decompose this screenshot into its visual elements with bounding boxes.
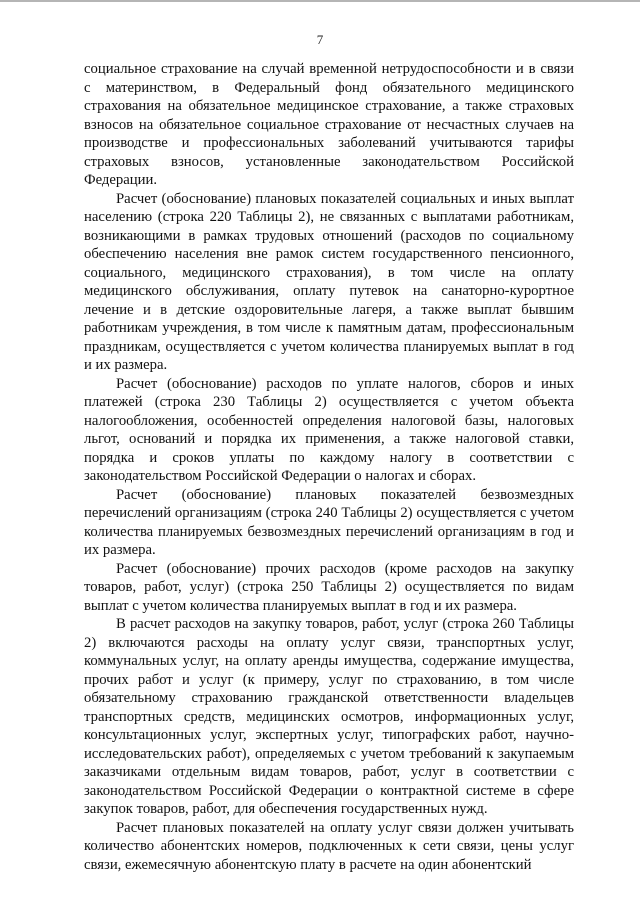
paragraph-other-expenses: Расчет (обоснование) прочих расходов (кроме расходов на закупку товаров, работ, услуг) (строка 250 Таблицы 2) осуществляется по видам выплат с учетом количества планируемых выплат в год и их размера. (84, 560, 574, 614)
body-text (84, 60, 574, 874)
page-number: 7 (316, 32, 324, 47)
paragraph-procurement: В расчет расходов на закупку товаров, работ, услуг (строка 260 Таблицы 2) включаются расходы на оплату услуг связи, транспортных услуг, коммунальных услуг, на оплату аренды имущества, содержание имущества, прочих работ и услуг (к примеру, услуг по страхованию, в том числе обязательному страхованию гражданской ответственности владельцев транспортных средств, медицинских осмотров, информационных услуг, консультационных услуг, экспертных услуг, типографских работ, научно-исследовательских работ), определяемых с учетом требований к закупаемым заказчиками отдельным видам товаров, работ, услуг в соответствии с законодательством Российской Федерации о контрактной системе в сфере закупок товаров, работ, для обеспечения государственных нужд. (84, 616, 574, 817)
paragraph-social-payments: Расчет (обоснование) плановых показателей социальных и иных выплат населению (строка 220 Таблицы 2), не связанных с выплатами работникам, возникающими в рамках трудовых отношений (расходов по социальному обеспечению населения вне рамок систем государственного пенсионного, социального, медицинского страхования), в том числе на оплату медицинского обслуживания, оплату путевок на санаторно-курортное лечение и в детские оздоровительные лагеря, а также выплат бывшим работникам учреждения, в том числе к памятным датам, профессиональным праздникам, осуществляется с учетом количества планируемых выплат в год и их размера. (84, 190, 574, 373)
paragraph-taxes-fees: Расчет (обоснование) расходов по уплате налогов, сборов и иных платежей (строка 230 Таблицы 2) осуществляется с учетом объекта налогообложения, особенностей определения налоговой базы, налоговых льгот, оснований и порядка их применения, а также налоговой ставки, порядка и сроков уплаты по каждому налогу в соответствии с законодательством Российской Федерации о налогах и сборах. (84, 375, 574, 484)
scan-top-border (0, 0, 640, 2)
paragraph-insurance-contributions: социальное страхование на случай временной нетрудоспособности и в связи с материнством, в Федеральный фонд обязательного медицинского страхования на обязательное медицинское страхование, а также страховых взносов на обязательное социальное страхование от несчастных случаев на производстве и профессиональных заболеваний учитываются тарифы страховых взносов, установленные законодательством Российской Федерации. (84, 61, 574, 188)
paragraph-communication-services: Расчет плановых показателей на оплату услуг связи должен учитывать количество абонентских номеров, подключенных к сети связи, цены услуг связи, ежемесячную абонентскую плату в расчете на один абонентский (84, 819, 574, 873)
paragraph-gratuitous-transfers: Расчет (обоснование) плановых показателей безвозмездных перечислений организациям (строка 240 Таблицы 2) осуществляется с учетом количества планируемых безвозмездных перечислений организациям в год и их размера. (84, 486, 574, 558)
